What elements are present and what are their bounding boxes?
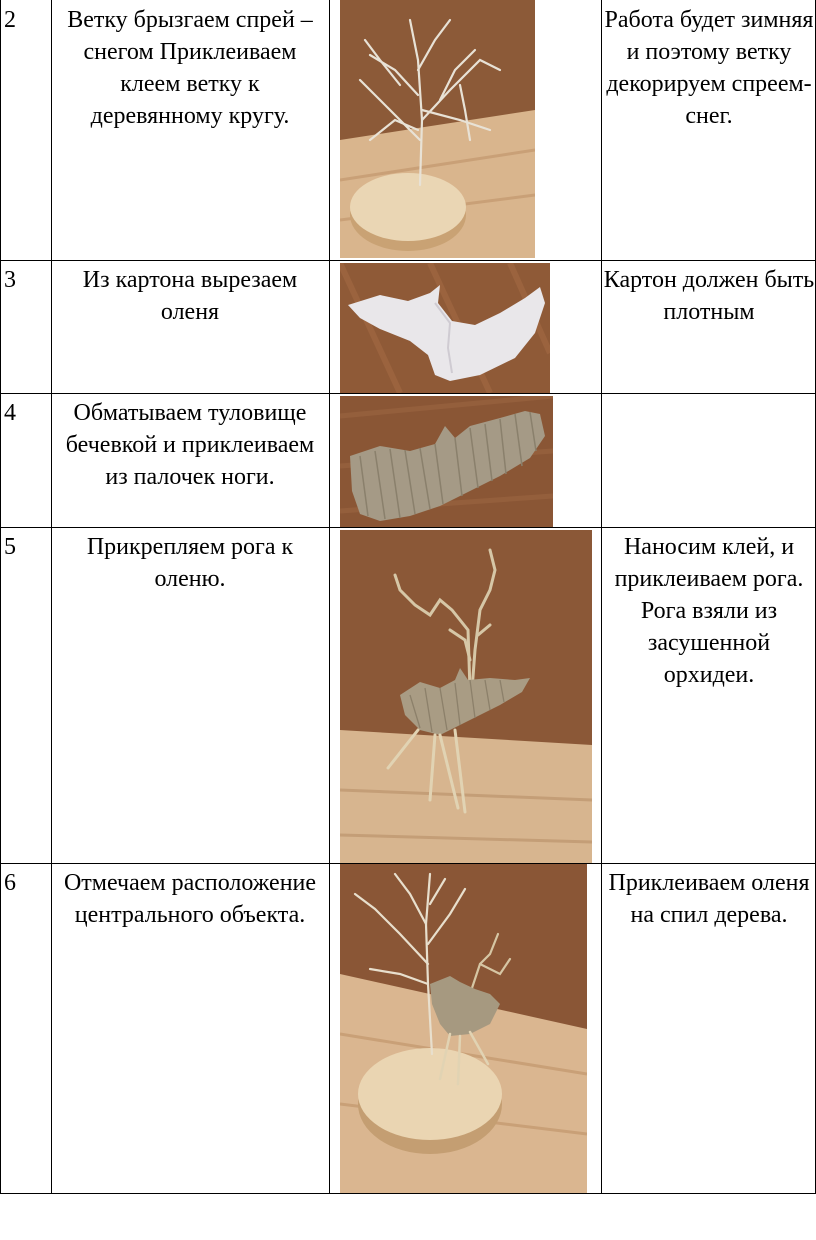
- step-note: Работа будет зимняя и поэтому ветку декорируем спреем-снег.: [604, 7, 814, 129]
- table-column-divider-3: [601, 0, 602, 1193]
- step-note: Приклеиваем оленя на спил дерева.: [608, 870, 810, 928]
- step-number: 3: [4, 267, 16, 293]
- step-description: Обматываем туловище бечевкой и приклеиваем из палочек ноги.: [65, 400, 315, 490]
- cardboard-deer-cutout-photo: [340, 263, 550, 393]
- row-divider-3: [0, 527, 816, 528]
- row-divider-1: [0, 260, 816, 261]
- step-number: 4: [4, 400, 16, 426]
- step-description: Из картона вырезаем оленя: [82, 267, 298, 325]
- deer-on-wooden-disc-photo: [340, 864, 587, 1193]
- step-note: Наносим клей, и приклеиваем рога. Рога взяли из засушенной орхидеи.: [614, 534, 804, 688]
- table-border-bottom: [0, 1193, 816, 1194]
- step-note: Картон должен быть плотным: [603, 267, 815, 325]
- step-description: Ветку брызгаем спрей – снегом Приклеиваем клеем ветку к деревянному кругу.: [67, 7, 313, 129]
- deer-with-antlers-photo: [340, 530, 592, 863]
- step-description: Отмечаем расположение центрального объекта.: [63, 870, 317, 928]
- table-column-divider-1: [51, 0, 52, 1193]
- table-border-left: [0, 0, 1, 1193]
- step-number: 6: [4, 870, 16, 896]
- twine-wrapped-deer-photo: [340, 396, 553, 527]
- step-number: 5: [4, 534, 16, 560]
- table-column-divider-2: [329, 0, 330, 1193]
- step-number: 2: [4, 7, 16, 33]
- step-description: Прикрепляем рога к оленю.: [86, 534, 294, 592]
- branch-on-wooden-disc-photo: [340, 0, 535, 258]
- row-divider-2: [0, 393, 816, 394]
